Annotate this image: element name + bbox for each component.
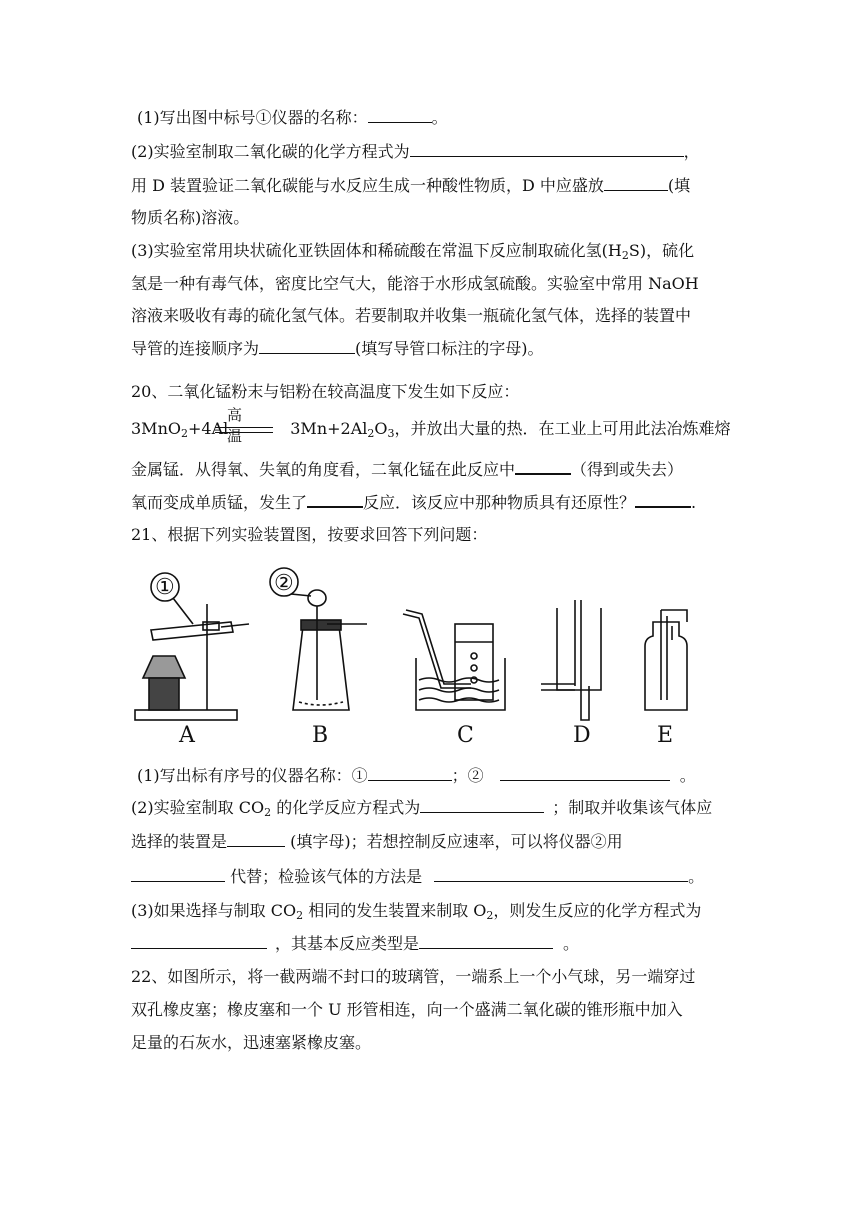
q19-part2-line2: 用 D 装置验证二氧化碳能与水反应生成一种酸性物质，D 中应盛放 (填 — [131, 176, 691, 195]
answer-blank[interactable] — [419, 934, 553, 949]
q21-part2-line1: (2)实验室制取 $CO_2$ 的化学反应方程式为 ；制取并收集该气体应 — [131, 798, 713, 819]
answer-blank[interactable] — [420, 798, 544, 813]
q21-part3-line2: ，其基本反应类型是 。 — [131, 933, 579, 955]
label-b: B — [312, 723, 329, 748]
q21-intro: 21、根据下列实验装置图，按要求回答下列问题： — [131, 525, 488, 544]
lab-apparatus-figure — [131, 560, 691, 750]
answer-blank[interactable] — [131, 934, 267, 949]
q22-line2: 双孔橡皮塞；橡皮塞和一个 U 形管相连，向一个盛满二氧化碳的锥形瓶中加入 — [131, 1000, 683, 1019]
apparatus-c — [403, 610, 505, 710]
q21-part3-line1: (3)如果选择与制取 $CO_2$ 相同的发生装置来制取 $O_2$，则发生反应的化学方程式为 — [131, 901, 702, 922]
answer-blank[interactable] — [307, 492, 363, 508]
label-c: C — [457, 723, 474, 748]
answer-blank[interactable] — [259, 339, 355, 354]
q19-part2-line1: (2)实验室制取二氧化碳的化学方程式为 ， — [131, 142, 700, 161]
q19-part3-line4: 导管的连接顺序为 (填写导管口标注的字母)。 — [131, 339, 544, 358]
answer-blank[interactable] — [368, 766, 452, 781]
answer-blank[interactable] — [131, 867, 225, 882]
label-a: A — [179, 723, 195, 748]
label-d: D — [573, 723, 591, 748]
q21-part2-line2: 选择的装置是 (填字母)；若想控制反应速率，可以将仪器②用 — [131, 832, 623, 851]
q21-part2-line3: 代替；检验该气体的方法是 。 — [131, 866, 704, 888]
q22-line3: 足量的石灰水，迅速塞紧橡皮塞。 — [131, 1033, 372, 1052]
q19-part3-line1: (3)实验室常用块状硫化亚铁固体和稀硫酸在常温下反应制取硫化氢$(H_2S)$，硫化 — [131, 241, 695, 262]
apparatus-a — [135, 573, 249, 720]
q20-line2: 金属锰．从得氧、失氧的角度看，二氧化锰在此反应中 （得到或失去） — [131, 460, 684, 479]
label-e: E — [657, 723, 674, 748]
answer-blank[interactable] — [500, 766, 670, 781]
q20-intro: 20、二氧化锰粉末与铝粉在较高温度下发生如下反应： — [131, 382, 520, 401]
q19-part3-line2: 氢是一种有毒气体，密度比空气大，能溶于水形成氢硫酸。实验室中常用 NaOH — [131, 274, 699, 293]
apparatus-e — [645, 610, 687, 710]
answer-blank[interactable] — [434, 867, 688, 882]
reaction-condition: 高温 — [227, 406, 243, 445]
answer-blank[interactable] — [368, 108, 432, 123]
equation-text: 3MnO$_2$+4Al $3Mn+2Al_2O_3$，并放出大量的热．在工业上可用此法冶炼难熔 — [131, 419, 731, 440]
answer-blank[interactable] — [515, 459, 571, 475]
q22-line1: 22、如图所示，将一截两端不封口的玻璃管，一端系上一个小气球，另一端穿过 — [131, 967, 696, 986]
q19-part3-line3: 溶液来吸收有毒的硫化氢气体。若要制取并收集一瓶硫化氢气体，选择的装置中 — [131, 306, 692, 325]
mark-2: ② — [274, 571, 294, 596]
answer-blank[interactable] — [410, 142, 684, 157]
q20-line3: 氧而变成单质锰，发生了 反应．该反应中那种物质具有还原性？ . — [131, 493, 697, 512]
q19-part1: (1)写出图中标号①仪器的名称： 。 — [137, 108, 448, 127]
q19-part2-line3: 物质名称)溶液。 — [131, 208, 250, 227]
apparatus-d — [541, 600, 601, 720]
mark-1: ① — [155, 575, 175, 600]
q21-part1: (1)写出标有序号的仪器名称：① ；② 。 — [137, 766, 696, 785]
answer-blank[interactable] — [227, 832, 285, 847]
answer-blank[interactable] — [635, 492, 691, 508]
answer-blank[interactable] — [604, 176, 668, 191]
